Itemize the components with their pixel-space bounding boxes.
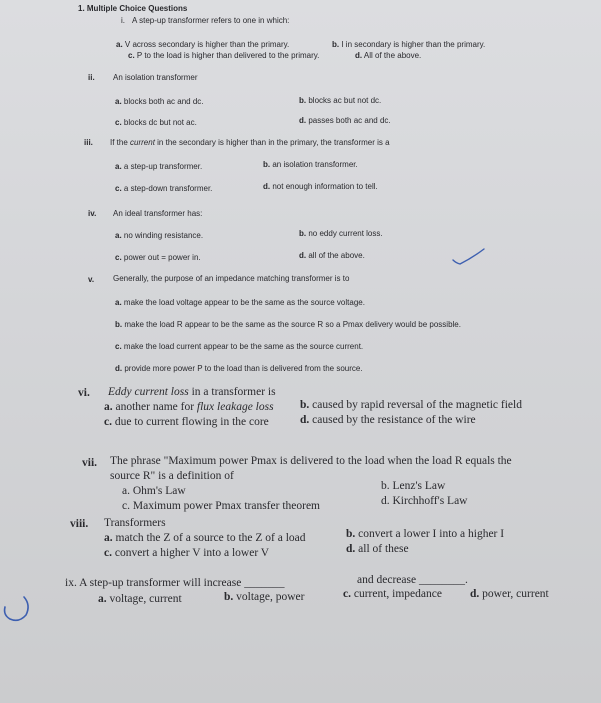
question-stem: An ideal transformer has:	[113, 209, 203, 218]
option-a: a. voltage, current	[98, 593, 182, 605]
option-d: d. power, current	[470, 588, 549, 600]
question-stem-line-1: The phrase "Maximum power Pmax is delivered to the load when the load R equals the	[110, 455, 512, 467]
option-b: b. make the load R appear to be the same as the source R so a Pmax delivery would be possible.	[115, 320, 461, 329]
option-b: b. an isolation transformer.	[263, 160, 358, 169]
option-a: a. no winding resistance.	[115, 231, 204, 240]
section-heading: 1. Multiple Choice Questions	[78, 4, 188, 13]
circle-mark-icon	[0, 591, 34, 625]
question-stem-line-2: source R" is a definition of	[110, 470, 234, 482]
option-c: c. power out = power in.	[115, 253, 201, 262]
option-b: b. blocks ac but not dc.	[299, 96, 382, 105]
question-number: vii.	[82, 457, 98, 469]
option-a: a. a step-up transformer.	[115, 162, 203, 171]
option-a: a. blocks both ac and dc.	[115, 97, 204, 106]
option-d: d. not enough information to tell.	[263, 182, 378, 191]
question-number: viii.	[70, 518, 89, 530]
option-a: a. match the Z of a source to the Z of a load	[104, 532, 306, 544]
question-stem: Eddy current loss in a transformer is	[108, 386, 276, 398]
option-b: b. no eddy current loss.	[299, 229, 383, 238]
option-c: c. P to the load is higher than delivered to the primary.	[128, 51, 320, 60]
option-d: d. provide more power P to the load than is delivered from the source.	[115, 364, 363, 373]
option-d: d. All of the above.	[355, 51, 422, 60]
question-stem: If the current in the secondary is higher than in the primary, the transformer is a	[110, 138, 390, 147]
question-number: ii.	[88, 73, 95, 82]
option-a: a. another name for flux leakage loss	[104, 401, 274, 413]
question-number: v.	[88, 275, 95, 284]
option-b: b. voltage, power	[224, 591, 305, 603]
option-b: b. Lenz's Law	[381, 480, 446, 492]
question-number: i.	[121, 16, 125, 25]
option-d: d. caused by the resistance of the wire	[300, 414, 476, 426]
option-c: c. a step-down transformer.	[115, 184, 213, 193]
question-stem-cont: and decrease ________.	[357, 574, 468, 586]
option-c: c. current, impedance	[343, 588, 442, 600]
option-c: c. blocks dc but not ac.	[115, 118, 197, 127]
option-d: d. passes both ac and dc.	[299, 116, 391, 125]
question-stem: ix. A step-up transformer will increase _______	[65, 577, 285, 589]
option-d: d. all of the above.	[299, 251, 365, 260]
question-stem: An isolation transformer	[113, 73, 198, 82]
question-stem: Transformers	[104, 517, 166, 529]
option-d: d. all of these	[346, 543, 409, 555]
option-c: c. due to current flowing in the core	[104, 416, 269, 428]
question-stem: A step-up transformer refers to one in which:	[132, 16, 290, 25]
option-a: a. Ohm's Law	[122, 485, 186, 497]
option-c: c. make the load current appear to be the same as the source current.	[115, 342, 364, 351]
question-stem: Generally, the purpose of an impedance matching transformer is to	[113, 274, 350, 283]
option-b: b. I in secondary is higher than the primary.	[332, 40, 486, 49]
option-c: c. Maximum power Pmax transfer theorem	[122, 500, 321, 512]
option-d: d. Kirchhoff's Law	[381, 495, 468, 507]
question-number: iii.	[84, 138, 93, 147]
option-b: b. caused by rapid reversal of the magnetic field	[300, 399, 522, 411]
option-a: a. V across secondary is higher than the primary.	[116, 40, 290, 49]
option-c: c. convert a higher V into a lower V	[104, 547, 270, 559]
question-number: vi.	[78, 387, 90, 399]
check-mark-icon	[450, 246, 490, 270]
option-b: b. convert a lower I into a higher I	[346, 528, 505, 540]
option-a: a. make the load voltage appear to be the same as the source voltage.	[115, 298, 365, 307]
question-number: iv.	[88, 209, 97, 218]
